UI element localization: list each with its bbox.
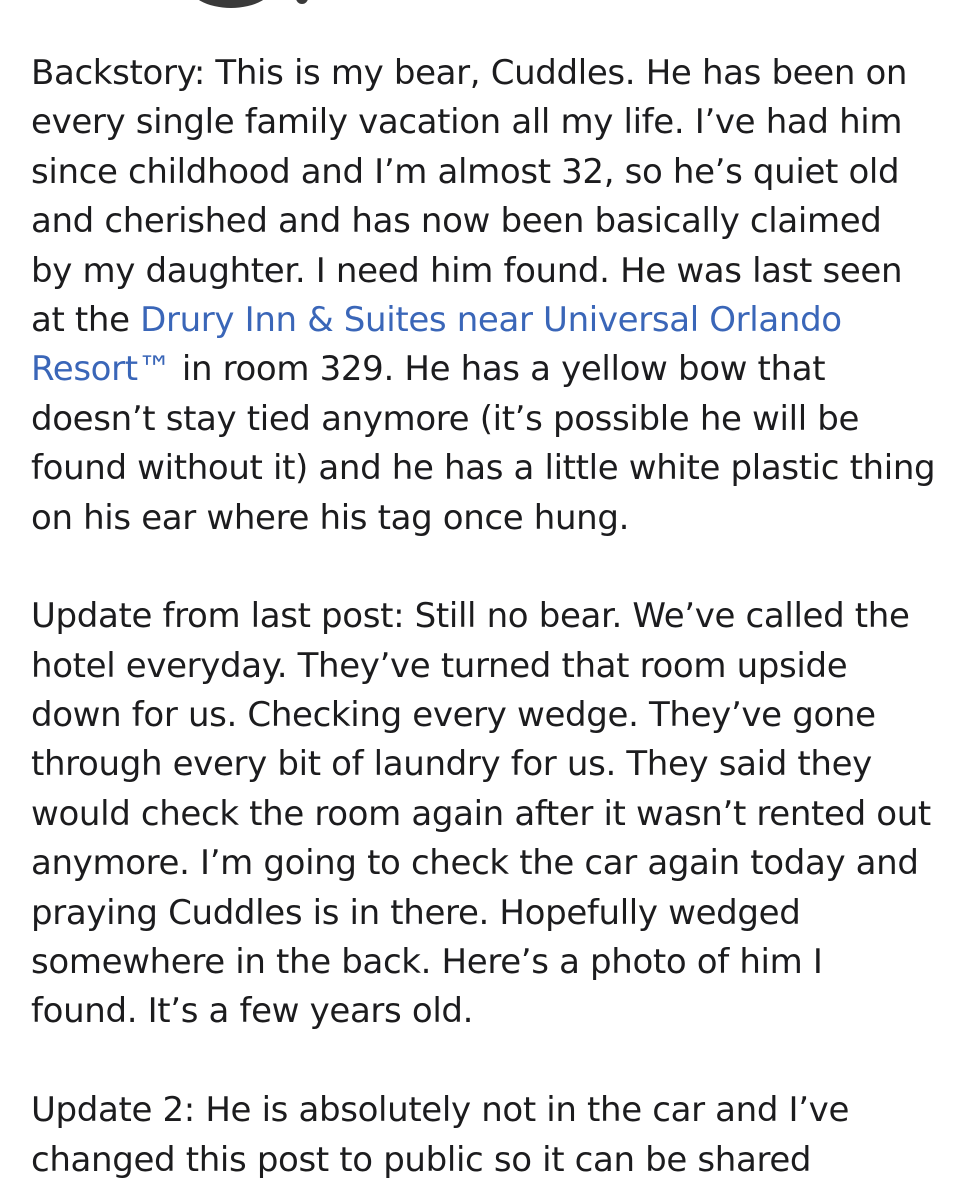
- text-line: [31, 395, 946, 444]
- text-line: [31, 148, 946, 197]
- text-line: [31, 247, 946, 296]
- paragraph-gap: [31, 543, 946, 592]
- text-segment: somewhere in the back. Here’s a photo of him I: [31, 942, 823, 983]
- text-segment: since childhood and I’m almost 32, so he’s quiet old: [31, 151, 900, 192]
- cropped-avatar-edge: [188, 0, 274, 8]
- text-line: [31, 889, 946, 938]
- text-segment: and cherished and has now been basically claimed: [31, 201, 882, 242]
- cropped-dot: [296, 0, 308, 4]
- text-line: [31, 987, 946, 1036]
- text-segment: Backstory: This is my bear, Cuddles. He has been on: [31, 53, 908, 93]
- text-segment: every single family vacation all my life. I’ve had him: [31, 102, 903, 143]
- text-line: [31, 938, 946, 987]
- text-line: [31, 345, 946, 394]
- text-segment: Update 2: He is absolutely not in the car and I’ve: [31, 1090, 850, 1131]
- text-segment: found. It’s a few years old.: [31, 991, 474, 1032]
- cropped-header-artifact: [0, 0, 962, 14]
- text-line: [31, 740, 946, 789]
- paragraph-gap: [31, 1037, 946, 1086]
- text-segment: Update from last post: Still no bear. We’ve called the: [31, 596, 910, 637]
- text-line: [31, 642, 946, 691]
- text-segment: would check the room again after it wasn’t rented out: [31, 793, 931, 834]
- text-segment: by my daughter. I need him found. He was last seen: [31, 250, 903, 291]
- text-line: [31, 444, 946, 493]
- text-line: [31, 494, 946, 543]
- text-line: [31, 197, 946, 246]
- text-segment: on his ear where his tag once hung.: [31, 497, 630, 538]
- text-segment: doesn’t stay tied anymore (it’s possible he will be: [31, 398, 860, 439]
- text-line: [31, 296, 946, 345]
- text-line: [31, 592, 946, 641]
- text-segment: down for us. Checking every wedge. They’ve gone: [31, 695, 876, 736]
- paragraph: [31, 592, 946, 1037]
- paragraph: [31, 1086, 946, 1185]
- text-segment: changed this post to public so it can be shared: [31, 1139, 812, 1180]
- paragraph: [31, 49, 946, 543]
- text-line: [31, 691, 946, 740]
- hotel-link[interactable]: Drury Inn & Suites near Universal Orlando: [140, 299, 842, 340]
- text-segment: praying Cuddles is in there. Hopefully wedged: [31, 892, 801, 933]
- text-line: [31, 98, 946, 147]
- text-line: [31, 1086, 946, 1135]
- text-line: [31, 839, 946, 888]
- hotel-link[interactable]: Resort™: [31, 349, 172, 390]
- text-segment: anymore. I’m going to check the car again today and: [31, 843, 919, 884]
- post-body: [31, 49, 946, 1185]
- text-line: [31, 790, 946, 839]
- text-segment: through every bit of laundry for us. They said they: [31, 744, 872, 785]
- text-line: [31, 1136, 946, 1185]
- text-segment: at the: [31, 299, 141, 340]
- text-segment: in room 329. He has a yellow bow that: [171, 349, 826, 390]
- text-line: [31, 49, 946, 98]
- text-segment: hotel everyday. They’ve turned that room upside: [31, 645, 848, 686]
- text-segment: found without it) and he has a little white plastic thing: [31, 448, 936, 489]
